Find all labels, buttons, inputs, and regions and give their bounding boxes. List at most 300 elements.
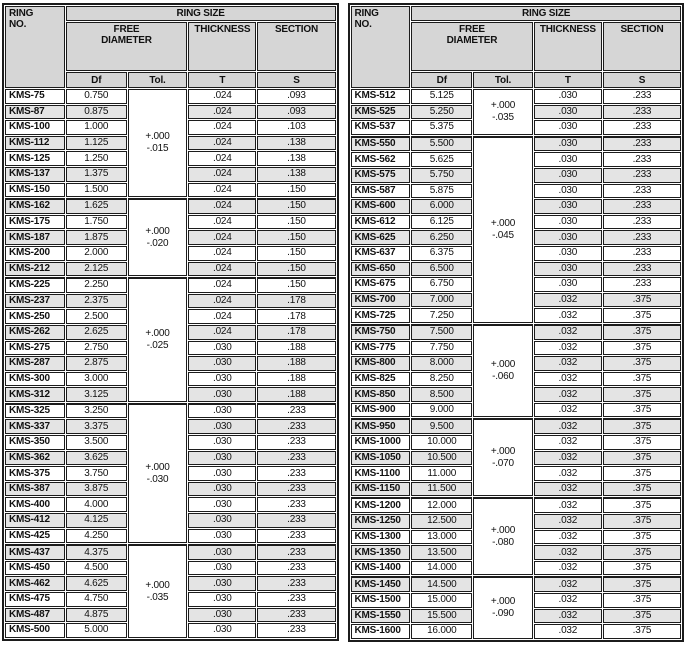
section-cell: .375 xyxy=(603,624,681,639)
thickness-cell: .032 xyxy=(534,324,602,340)
section-cell: .233 xyxy=(603,168,681,183)
ring-no-cell: KMS-1450 xyxy=(351,576,411,592)
tolerance-line: -.080 xyxy=(492,536,514,548)
section-cell: .233 xyxy=(603,262,681,277)
ring-no-cell: KMS-450 xyxy=(5,561,65,576)
section-cell: .233 xyxy=(257,435,335,450)
free-diameter-cell: 2.875 xyxy=(66,356,127,371)
tolerance-cell xyxy=(128,277,187,402)
free-diameter-cell: 1.750 xyxy=(66,215,127,230)
free-diameter-header-line2: DIAMETER xyxy=(446,35,498,46)
ring-no-cell: KMS-650 xyxy=(351,262,411,277)
ring-size-header: RING SIZE xyxy=(66,6,336,21)
right-table-container xyxy=(348,3,685,642)
section-cell: .375 xyxy=(603,418,681,434)
ring-no-cell: KMS-525 xyxy=(351,105,411,120)
section-cell: .233 xyxy=(603,277,681,292)
table-row xyxy=(5,198,336,214)
free-diameter-cell: 3.125 xyxy=(66,387,127,402)
section-cell: .375 xyxy=(603,545,681,560)
ring-no-cell: KMS-537 xyxy=(351,120,411,135)
thickness-cell: .030 xyxy=(188,544,256,560)
ring-no-cell: KMS-112 xyxy=(5,136,65,151)
section-cell: .375 xyxy=(603,293,681,308)
section-cell: .150 xyxy=(257,246,335,261)
tolerance-line: -.030 xyxy=(146,473,169,485)
ring-no-cell: KMS-700 xyxy=(351,293,411,308)
thickness-cell: .030 xyxy=(188,356,256,371)
ring-no-cell: KMS-562 xyxy=(351,152,411,167)
section-cell: .233 xyxy=(603,105,681,120)
table-header xyxy=(351,6,682,88)
s-header: S xyxy=(257,72,335,88)
thickness-cell: .032 xyxy=(534,293,602,308)
tolerance-cell xyxy=(128,403,187,543)
section-cell: .150 xyxy=(257,262,335,277)
section-cell: .233 xyxy=(257,623,335,638)
section-cell: .233 xyxy=(257,497,335,512)
section-cell: .150 xyxy=(257,277,335,293)
s-header: S xyxy=(603,72,681,88)
ring-no-cell: KMS-175 xyxy=(5,215,65,230)
section-cell: .093 xyxy=(257,105,335,120)
tolerance-cell xyxy=(128,544,187,638)
thickness-cell: .030 xyxy=(534,184,602,199)
thickness-cell: .024 xyxy=(188,167,256,182)
section-cell: .375 xyxy=(603,308,681,323)
ring-no-cell: KMS-1200 xyxy=(351,497,411,513)
df-header: Df xyxy=(411,72,472,88)
ring-no-cell: KMS-437 xyxy=(5,544,65,560)
free-diameter-cell: 8.000 xyxy=(411,356,472,371)
thickness-cell: .030 xyxy=(188,466,256,481)
thickness-cell: .024 xyxy=(188,120,256,135)
section-cell: .375 xyxy=(603,514,681,529)
thickness-cell: .032 xyxy=(534,497,602,513)
free-diameter-cell: 0.750 xyxy=(66,89,127,104)
ring-no-cell: KMS-550 xyxy=(351,136,411,152)
thickness-cell: .024 xyxy=(188,277,256,293)
ring-no-cell: KMS-1150 xyxy=(351,482,411,497)
ring-no-cell: KMS-1600 xyxy=(351,624,411,639)
table-row xyxy=(351,324,682,340)
thickness-cell: .032 xyxy=(534,356,602,371)
section-cell: .233 xyxy=(257,608,335,623)
ring-no-cell: KMS-487 xyxy=(5,608,65,623)
tolerance-cell xyxy=(473,324,532,418)
ring-size-header: RING SIZE xyxy=(411,6,681,21)
free-diameter-cell: 3.250 xyxy=(66,403,127,419)
thickness-cell: .032 xyxy=(534,593,602,608)
thickness-cell: .030 xyxy=(534,136,602,152)
tolerance-cell xyxy=(473,576,532,638)
table-row xyxy=(5,89,336,104)
free-diameter-cell: 11.500 xyxy=(411,482,472,497)
free-diameter-cell: 4.625 xyxy=(66,576,127,591)
tolerance-line: +.000 xyxy=(490,217,516,229)
thickness-cell: .030 xyxy=(188,513,256,528)
section-cell: .375 xyxy=(603,466,681,481)
thickness-cell: .024 xyxy=(188,294,256,309)
t-header: T xyxy=(534,72,602,88)
thickness-cell: .030 xyxy=(188,403,256,419)
ring-no-cell: KMS-225 xyxy=(5,277,65,293)
ring-no-cell: KMS-250 xyxy=(5,309,65,324)
free-diameter-cell: 2.375 xyxy=(66,294,127,309)
tolerance-cell xyxy=(473,136,532,323)
ring-no-cell: KMS-725 xyxy=(351,308,411,323)
table-body xyxy=(5,89,336,638)
free-diameter-cell: 7.750 xyxy=(411,341,472,356)
ring-no-cell: KMS-587 xyxy=(351,184,411,199)
t-header: T xyxy=(188,72,256,88)
section-cell: .233 xyxy=(257,419,335,434)
ring-no-cell: KMS-425 xyxy=(5,529,65,544)
section-cell: .375 xyxy=(603,372,681,387)
ring-no-cell: KMS-200 xyxy=(5,246,65,261)
ring-no-cell: KMS-850 xyxy=(351,387,411,402)
tolerance-line: -.060 xyxy=(492,371,514,383)
ring-no-cell: KMS-87 xyxy=(5,105,65,120)
free-diameter-cell: 9.500 xyxy=(411,418,472,434)
section-cell: .233 xyxy=(603,89,681,104)
thickness-cell: .030 xyxy=(188,341,256,356)
free-diameter-cell: 10.500 xyxy=(411,451,472,466)
tolerance-line: +.000 xyxy=(145,131,170,143)
ring-no-header-line2: NO. xyxy=(354,19,372,30)
ring-no-cell: KMS-325 xyxy=(5,403,65,419)
section-cell: .233 xyxy=(603,230,681,245)
free-diameter-cell: 4.250 xyxy=(66,529,127,544)
free-diameter-cell: 6.000 xyxy=(411,199,472,214)
tolerance-line: -.070 xyxy=(492,457,514,469)
section-cell: .188 xyxy=(257,341,335,356)
ring-no-cell: KMS-1100 xyxy=(351,466,411,481)
thickness-cell: .032 xyxy=(534,530,602,545)
ring-no-cell: KMS-500 xyxy=(5,623,65,638)
tolerance-line: +.000 xyxy=(145,225,170,237)
table-row xyxy=(351,418,682,434)
thickness-cell: .032 xyxy=(534,341,602,356)
section-cell: .178 xyxy=(257,325,335,340)
ring-no-cell: KMS-275 xyxy=(5,341,65,356)
thickness-cell: .030 xyxy=(534,89,602,104)
tolerance-cell xyxy=(128,89,187,197)
table-row xyxy=(5,403,336,419)
free-diameter-header xyxy=(411,22,532,71)
thickness-cell: .030 xyxy=(534,105,602,120)
ring-no-cell: KMS-1550 xyxy=(351,609,411,624)
free-diameter-cell: 7.500 xyxy=(411,324,472,340)
free-diameter-cell: 8.250 xyxy=(411,372,472,387)
thickness-cell: .030 xyxy=(534,262,602,277)
thickness-cell: .030 xyxy=(188,608,256,623)
table-body xyxy=(351,89,682,639)
free-diameter-cell: 4.375 xyxy=(66,544,127,560)
free-diameter-cell: 15.500 xyxy=(411,609,472,624)
free-diameter-cell: 5.750 xyxy=(411,168,472,183)
thickness-cell: .024 xyxy=(188,105,256,120)
ring-size-table-left xyxy=(2,3,339,641)
thickness-cell: .024 xyxy=(188,325,256,340)
section-cell: .375 xyxy=(603,561,681,576)
section-cell: .375 xyxy=(603,609,681,624)
free-diameter-cell: 11.000 xyxy=(411,466,472,481)
section-cell: .178 xyxy=(257,294,335,309)
ring-no-cell: KMS-125 xyxy=(5,151,65,166)
free-diameter-cell: 13.500 xyxy=(411,545,472,560)
ring-no-header xyxy=(5,6,65,88)
free-diameter-cell: 4.500 xyxy=(66,561,127,576)
ring-size-table-right xyxy=(348,3,685,642)
free-diameter-cell: 1.875 xyxy=(66,230,127,245)
ring-no-header xyxy=(351,6,411,88)
thickness-cell: .032 xyxy=(534,624,602,639)
free-diameter-cell: 10.000 xyxy=(411,435,472,450)
section-cell: .150 xyxy=(257,183,335,198)
ring-no-cell: KMS-1250 xyxy=(351,514,411,529)
section-header: SECTION xyxy=(257,22,335,71)
free-diameter-cell: 4.750 xyxy=(66,592,127,607)
table-row xyxy=(351,497,682,513)
free-diameter-cell: 12.000 xyxy=(411,497,472,513)
free-diameter-cell: 2.250 xyxy=(66,277,127,293)
tolerance-line: -.015 xyxy=(146,143,169,155)
free-diameter-cell: 5.000 xyxy=(66,623,127,638)
thickness-cell: .024 xyxy=(188,198,256,214)
thickness-cell: .030 xyxy=(534,199,602,214)
tol-header: Tol. xyxy=(128,72,187,88)
thickness-cell: .032 xyxy=(534,561,602,576)
ring-no-cell: KMS-825 xyxy=(351,372,411,387)
thickness-cell: .030 xyxy=(188,372,256,387)
section-cell: .375 xyxy=(603,435,681,450)
section-cell: .375 xyxy=(603,530,681,545)
free-diameter-cell: 4.875 xyxy=(66,608,127,623)
free-diameter-cell: 7.250 xyxy=(411,308,472,323)
thickness-cell: .030 xyxy=(188,623,256,638)
thickness-cell: .030 xyxy=(188,576,256,591)
section-cell: .233 xyxy=(603,199,681,214)
tolerance-line: +.000 xyxy=(145,461,170,473)
thickness-header: THICKNESS xyxy=(188,22,256,71)
free-diameter-cell: 4.125 xyxy=(66,513,127,528)
thickness-cell: .024 xyxy=(188,215,256,230)
thickness-cell: .030 xyxy=(188,419,256,434)
free-diameter-cell: 3.500 xyxy=(66,435,127,450)
free-diameter-cell: 4.000 xyxy=(66,497,127,512)
ring-no-cell: KMS-400 xyxy=(5,497,65,512)
thickness-cell: .030 xyxy=(188,435,256,450)
section-cell: .375 xyxy=(603,387,681,402)
free-diameter-cell: 0.875 xyxy=(66,105,127,120)
ring-no-cell: KMS-312 xyxy=(5,387,65,402)
section-cell: .375 xyxy=(603,341,681,356)
table-row xyxy=(5,544,336,560)
free-diameter-cell: 14.000 xyxy=(411,561,472,576)
free-diameter-cell: 13.000 xyxy=(411,530,472,545)
thickness-cell: .030 xyxy=(188,451,256,466)
table-row xyxy=(351,89,682,104)
thickness-header: THICKNESS xyxy=(534,22,602,71)
thickness-cell: .032 xyxy=(534,576,602,592)
thickness-cell: .024 xyxy=(188,309,256,324)
ring-no-cell: KMS-775 xyxy=(351,341,411,356)
ring-no-cell: KMS-462 xyxy=(5,576,65,591)
thickness-cell: .024 xyxy=(188,136,256,151)
ring-no-cell: KMS-350 xyxy=(5,435,65,450)
free-diameter-cell: 16.000 xyxy=(411,624,472,639)
ring-no-cell: KMS-375 xyxy=(5,466,65,481)
ring-no-cell: KMS-300 xyxy=(5,372,65,387)
free-diameter-cell: 5.375 xyxy=(411,120,472,135)
table-row xyxy=(5,277,336,293)
section-cell: .138 xyxy=(257,167,335,182)
section-cell: .150 xyxy=(257,230,335,245)
table-header xyxy=(5,6,336,88)
tolerance-line: -.090 xyxy=(492,608,514,620)
free-diameter-header-line1: FREE xyxy=(459,24,485,35)
section-cell: .233 xyxy=(603,215,681,230)
tolerance-line: +.000 xyxy=(145,328,170,339)
section-cell: .375 xyxy=(603,576,681,592)
tolerance-cell xyxy=(473,89,532,135)
ring-no-cell: KMS-950 xyxy=(351,418,411,434)
ring-no-cell: KMS-800 xyxy=(351,356,411,371)
ring-no-cell: KMS-575 xyxy=(351,168,411,183)
free-diameter-cell: 5.625 xyxy=(411,152,472,167)
section-cell: .233 xyxy=(257,529,335,544)
section-cell: .150 xyxy=(257,215,335,230)
thickness-cell: .032 xyxy=(534,609,602,624)
ring-no-cell: KMS-412 xyxy=(5,513,65,528)
thickness-cell: .024 xyxy=(188,151,256,166)
ring-no-cell: KMS-162 xyxy=(5,198,65,214)
ring-no-cell: KMS-212 xyxy=(5,262,65,277)
ring-no-cell: KMS-237 xyxy=(5,294,65,309)
thickness-cell: .030 xyxy=(534,277,602,292)
thickness-cell: .032 xyxy=(534,545,602,560)
free-diameter-cell: 14.500 xyxy=(411,576,472,592)
free-diameter-cell: 5.875 xyxy=(411,184,472,199)
thickness-cell: .030 xyxy=(534,230,602,245)
thickness-cell: .032 xyxy=(534,403,602,418)
free-diameter-header-line2: DIAMETER xyxy=(101,35,152,46)
table-row xyxy=(351,576,682,592)
free-diameter-cell: 3.000 xyxy=(66,372,127,387)
tolerance-line: -.020 xyxy=(146,237,169,249)
section-cell: .188 xyxy=(257,387,335,402)
thickness-cell: .032 xyxy=(534,466,602,481)
free-diameter-cell: 6.250 xyxy=(411,230,472,245)
section-cell: .233 xyxy=(603,120,681,135)
free-diameter-cell: 6.750 xyxy=(411,277,472,292)
thickness-cell: .030 xyxy=(534,215,602,230)
free-diameter-cell: 2.625 xyxy=(66,325,127,340)
ring-no-cell: KMS-1000 xyxy=(351,435,411,450)
thickness-cell: .032 xyxy=(534,451,602,466)
section-cell: .138 xyxy=(257,136,335,151)
thickness-cell: .030 xyxy=(534,120,602,135)
thickness-cell: .030 xyxy=(534,152,602,167)
ring-no-cell: KMS-100 xyxy=(5,120,65,135)
ring-no-cell: KMS-387 xyxy=(5,482,65,497)
free-diameter-cell: 15.000 xyxy=(411,593,472,608)
table-row xyxy=(351,136,682,152)
thickness-cell: .024 xyxy=(188,89,256,104)
section-cell: .233 xyxy=(603,136,681,152)
thickness-cell: .030 xyxy=(534,246,602,261)
free-diameter-cell: 6.125 xyxy=(411,215,472,230)
free-diameter-cell: 1.125 xyxy=(66,136,127,151)
thickness-cell: .024 xyxy=(188,262,256,277)
tolerance-line: -.035 xyxy=(146,591,169,603)
thickness-cell: .024 xyxy=(188,246,256,261)
section-cell: .233 xyxy=(257,466,335,481)
ring-no-cell: KMS-512 xyxy=(351,89,411,104)
ring-no-cell: KMS-187 xyxy=(5,230,65,245)
thickness-cell: .032 xyxy=(534,418,602,434)
thickness-cell: .024 xyxy=(188,183,256,198)
ring-no-cell: KMS-900 xyxy=(351,403,411,418)
ring-no-cell: KMS-287 xyxy=(5,356,65,371)
free-diameter-cell: 5.500 xyxy=(411,136,472,152)
ring-no-cell: KMS-150 xyxy=(5,183,65,198)
tolerance-line: +.000 xyxy=(490,99,516,111)
ring-no-header-line2: NO. xyxy=(9,19,27,30)
ring-no-cell: KMS-612 xyxy=(351,215,411,230)
section-cell: .233 xyxy=(603,246,681,261)
ring-no-cell: KMS-137 xyxy=(5,167,65,182)
thickness-cell: .030 xyxy=(188,387,256,402)
thickness-cell: .032 xyxy=(534,308,602,323)
section-cell: .233 xyxy=(257,482,335,497)
section-cell: .188 xyxy=(257,356,335,371)
tolerance-line: -.035 xyxy=(492,111,514,123)
section-cell: .150 xyxy=(257,198,335,214)
free-diameter-cell: 3.375 xyxy=(66,419,127,434)
free-diameter-cell: 5.125 xyxy=(411,89,472,104)
section-cell: .233 xyxy=(603,184,681,199)
ring-no-cell: KMS-1350 xyxy=(351,545,411,560)
tolerance-cell xyxy=(473,418,532,496)
section-cell: .233 xyxy=(257,403,335,419)
ring-no-cell: KMS-262 xyxy=(5,325,65,340)
free-diameter-cell: 3.625 xyxy=(66,451,127,466)
left-table-container xyxy=(2,3,339,642)
tolerance-cell xyxy=(473,497,532,575)
thickness-cell: .030 xyxy=(188,592,256,607)
free-diameter-cell: 5.250 xyxy=(411,105,472,120)
free-diameter-cell: 1.000 xyxy=(66,120,127,135)
section-cell: .233 xyxy=(257,451,335,466)
tolerance-line: -.025 xyxy=(146,340,169,351)
ring-no-cell: KMS-675 xyxy=(351,277,411,292)
section-cell: .233 xyxy=(257,561,335,576)
section-cell: .375 xyxy=(603,324,681,340)
free-diameter-cell: 2.500 xyxy=(66,309,127,324)
tolerance-line: +.000 xyxy=(490,359,516,371)
thickness-cell: .032 xyxy=(534,482,602,497)
tol-header: Tol. xyxy=(473,72,532,88)
free-diameter-cell: 9.000 xyxy=(411,403,472,418)
section-cell: .233 xyxy=(603,152,681,167)
df-header: Df xyxy=(66,72,127,88)
thickness-cell: .032 xyxy=(534,435,602,450)
section-cell: .233 xyxy=(257,592,335,607)
tolerance-cell xyxy=(128,198,187,276)
tolerance-line: +.000 xyxy=(490,524,516,536)
